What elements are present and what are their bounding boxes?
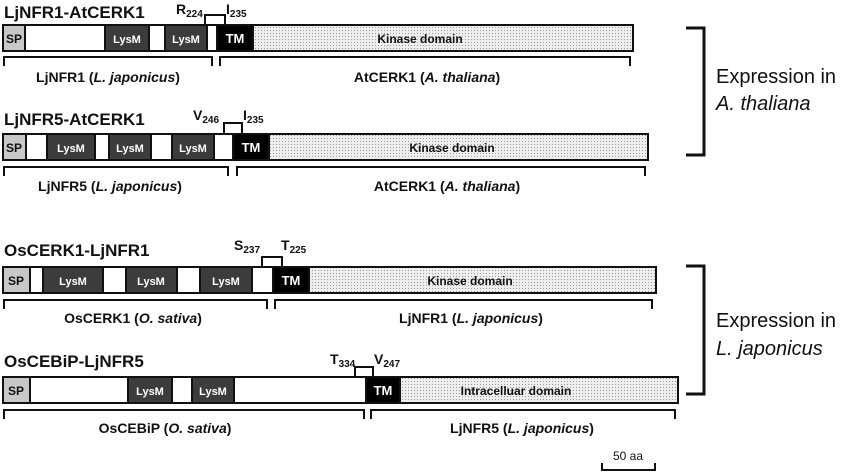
expression-label: Expression in xyxy=(716,310,837,332)
construct-oscerk1-ljnfr1 xyxy=(3,237,656,326)
sp-label: SP xyxy=(5,141,23,155)
origin-label: LjNFR5 (L. japonicus) xyxy=(450,420,594,436)
expression-bracket xyxy=(686,266,704,394)
junction-bracket xyxy=(355,367,373,376)
tm-label: TM xyxy=(281,273,301,288)
junction-left-residue: $V_{246}$ xyxy=(193,107,220,126)
construct-oscebip-ljnfr5 xyxy=(3,351,678,436)
origin-bracket xyxy=(4,167,228,176)
construct-title: LjNFR5-AtCERK1 xyxy=(4,110,145,129)
lysm-label: LysM xyxy=(116,143,144,155)
junction-right-residue: $T_{225}$ xyxy=(281,237,307,256)
junction-right-residue: $I_{235}$ xyxy=(226,1,247,20)
junction-left-residue: $S_{237}$ xyxy=(234,237,261,256)
kinase-label: Kinase domain xyxy=(409,141,495,155)
lysm-label: LysM xyxy=(57,143,85,155)
origin-bracket xyxy=(371,410,675,419)
kinase-label: Kinase domain xyxy=(377,32,463,46)
origin-bracket xyxy=(4,300,267,309)
origin-label: AtCERK1 (A. thaliana) xyxy=(373,178,521,194)
origin-bracket xyxy=(220,57,630,66)
origin-label: LjNFR5 (L. japonicus) xyxy=(38,178,182,194)
tm-label: TM xyxy=(373,383,393,398)
junction-bracket xyxy=(205,15,225,24)
construct-title: LjNFR1-AtCERK1 xyxy=(4,3,145,22)
tm-label: TM xyxy=(225,31,245,46)
lysm-label: LysM xyxy=(113,34,141,46)
junction-right-residue: $I_{235}$ xyxy=(243,107,264,126)
origin-bracket xyxy=(275,300,652,309)
expression-label: Expression in xyxy=(716,66,837,88)
lysm-label: LysM xyxy=(212,276,240,288)
sp-label: SP xyxy=(5,32,23,46)
origin-label: OsCERK1 (O. sativa) xyxy=(64,310,202,326)
origin-label: LjNFR1 (L. japonicus) xyxy=(36,69,180,85)
tm-label: TM xyxy=(241,140,261,155)
junction-bracket xyxy=(224,123,242,133)
construct-ljnfr1-atcerk1 xyxy=(3,1,633,85)
origin-bracket xyxy=(4,410,364,419)
junction-bracket xyxy=(262,257,282,266)
construct-ljnfr5-atcerk1 xyxy=(3,107,648,194)
lysm-label: LysM xyxy=(199,386,227,398)
sp-label: SP xyxy=(7,384,25,398)
expression-bracket xyxy=(686,28,704,155)
construct-title: OsCERK1-LjNFR1 xyxy=(4,241,150,260)
origin-label: LjNFR1 (L. japonicus) xyxy=(399,310,543,326)
junction-left-residue: $T_{334}$ xyxy=(330,351,356,370)
lysm-label: LysM xyxy=(172,34,200,46)
scale-bar xyxy=(602,449,655,470)
junction-right-residue: $V_{247}$ xyxy=(374,351,401,370)
lysm-label: LysM xyxy=(179,143,207,155)
expression-species: L. japonicus xyxy=(716,338,823,360)
scale-bar-label: 50 aa xyxy=(612,449,644,463)
kinase-label: Kinase domain xyxy=(427,274,513,288)
sp-label: SP xyxy=(7,274,25,288)
intracellular-label: Intracelluar domain xyxy=(460,384,572,398)
lysm-label: LysM xyxy=(137,276,165,288)
lysm-label: LysM xyxy=(136,386,164,398)
junction-left-residue: $R_{224}$ xyxy=(176,1,203,20)
origin-bracket xyxy=(237,167,645,176)
origin-bracket xyxy=(4,57,212,66)
origin-label: AtCERK1 (A. thaliana) xyxy=(353,69,501,85)
construct-title: OsCEBiP-LjNFR5 xyxy=(4,352,144,371)
expression-species: A. thaliana xyxy=(716,93,811,115)
lysm-label: LysM xyxy=(59,276,87,288)
scale-bar-line xyxy=(602,463,655,470)
origin-label: OsCEBiP (O. sativa) xyxy=(98,420,232,436)
expression-group-arabidopsis xyxy=(686,28,836,155)
expression-group-lotus xyxy=(686,266,836,394)
